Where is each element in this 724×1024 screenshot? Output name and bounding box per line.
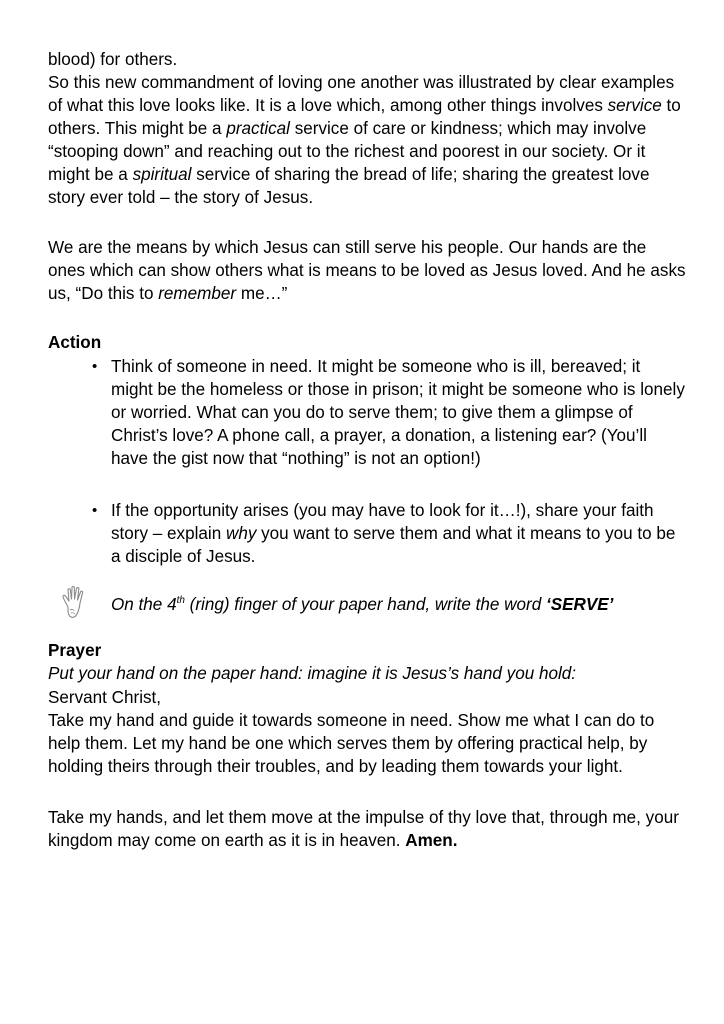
- intro-text: to others. This might be a: [48, 96, 681, 138]
- action-heading: Action: [48, 333, 102, 352]
- prayer-address: Servant Christ,: [48, 688, 162, 707]
- bullet-text-part: If the opportunity arises (you may have to look for it…!), share your faith story – explain: [111, 501, 654, 543]
- hand-instruction: [111, 593, 613, 616]
- prayer-text: Take my hands, and let them move at the impulse of thy love that, through me, your kingdom may come on earth as it is in heaven.: [48, 808, 679, 850]
- bullet-icon: •: [92, 358, 98, 375]
- instruction-text: (ring) finger of your paper hand, write the word: [184, 595, 546, 614]
- intro-text: service of care or kindness; which may involve “stooping down” and reaching out to the richest and poorest in our society. Or it might be a: [48, 119, 647, 184]
- amen: Amen.: [405, 831, 458, 850]
- emphasis-spiritual: spiritual: [132, 165, 192, 184]
- emphasis-remember: remember: [158, 284, 237, 303]
- prayer-paragraph-2: [48, 806, 688, 852]
- bullet-icon: •: [92, 502, 98, 519]
- intro-line: blood) for others.: [48, 50, 178, 69]
- intro-paragraph-2: [48, 236, 688, 305]
- hand-icon: [60, 585, 94, 623]
- emphasis-why: why: [225, 524, 257, 543]
- prayer-intro: Put your hand on the paper hand: imagine it is Jesus’s hand you hold:: [48, 664, 577, 683]
- instruction-text: On the 4: [111, 595, 177, 614]
- intro-text: We are the means by which Jesus can still serve his people. Our hands are the ones which can show others what is means to be loved as Jesus loved. And he asks us, “Do this to: [48, 238, 686, 303]
- prayer-paragraph-1: Take my hand and guide it towards someone in need. Show me what I can do to help them. Let my hand be one which serves them by offering practical help, by holding theirs through their troubles, and by leading them towards your light.: [48, 711, 655, 776]
- intro-text: me…”: [236, 284, 288, 303]
- ordinal-suffix: th: [176, 595, 185, 606]
- prayer-heading: Prayer: [48, 641, 102, 660]
- intro-text: So this new commandment of loving one another was illustrated by clear examples of what this love looks like. It is a love which, among other things involves: [48, 73, 675, 115]
- intro-text: service of sharing the bread of life; sharing the greatest love story ever told – the story of Jesus.: [48, 165, 650, 207]
- bullet-text: Think of someone in need. It might be someone who is ill, bereaved; it might be the homeless or those in prison; it might be someone who is lonely or worried. What can you do to serve them; to give them a glimpse of Christ’s love? A phone call, a prayer, a donation, a listening ear? (You’ll have the gist now that “nothing” is not an option!): [111, 357, 685, 468]
- emphasis-practical: practical: [226, 119, 290, 138]
- bullet-text-part: you want to serve them and what it means to you to be a disciple of Jesus.: [111, 524, 676, 566]
- intro-paragraph-1: [48, 71, 688, 209]
- bullet-text: [111, 499, 686, 568]
- emphasis-service: service: [607, 96, 662, 115]
- serve-word: ‘SERVE’: [545, 595, 614, 614]
